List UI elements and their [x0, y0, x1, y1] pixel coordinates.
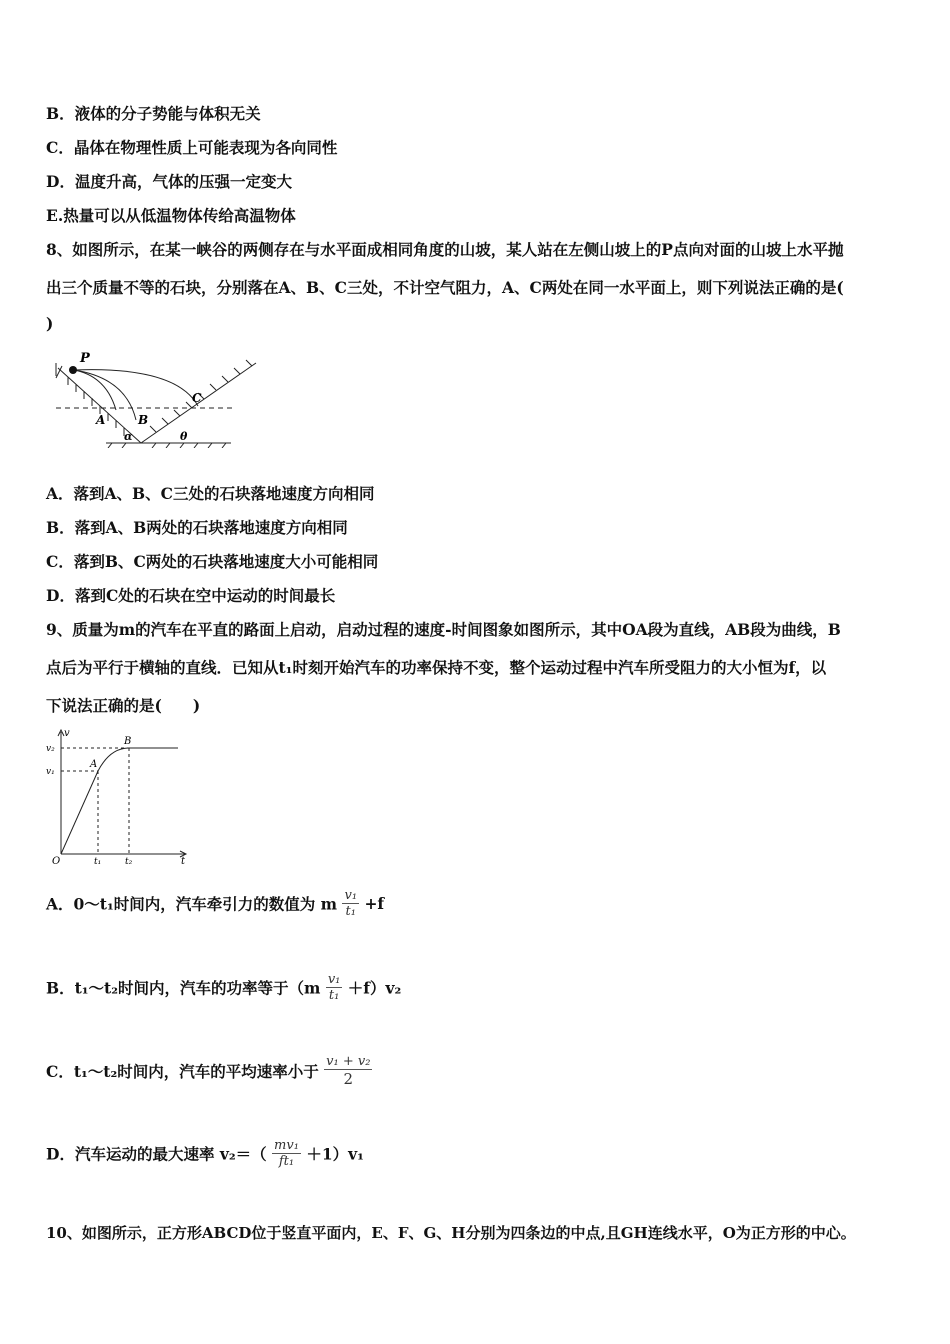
q9-option-d-tail: ＋1）v₁ — [306, 1144, 364, 1164]
q9-option-b — [46, 972, 401, 1003]
q9-option-a-denominator: t₁ — [345, 904, 356, 919]
q9-option-c — [46, 1054, 372, 1088]
q9-tick-t1: t₁ — [94, 857, 102, 867]
q8-option-c: C．落到B、C两处的石块落地速度大小可能相同 — [46, 552, 379, 571]
q9-option-a-text: A．0～t₁时间内，汽车牵引力的数值为 m — [46, 894, 338, 914]
q9-option-d — [46, 1138, 364, 1169]
q8-label-b: B — [138, 413, 149, 427]
q9-stem-line1: 9、质量为m的汽车在平直的路面上启动，启动过程的速度-时间图象如图所示，其中OA段为直线，AB段为曲线，B — [46, 620, 841, 639]
q8-label-c: C — [192, 391, 202, 405]
q7-option-d: D．温度升高，气体的压强一定变大 — [46, 172, 292, 191]
q7-option-b: B．液体的分子势能与体积无关 — [46, 104, 261, 123]
q8-stem-line1: 8、如图所示，在某一峡谷的两侧存在与水平面成相同角度的山坡，某人站在左侧山坡上的P点向对面的山坡上水平抛 — [46, 240, 844, 259]
q8-label-a: A — [96, 413, 106, 427]
q8-person-icon — [69, 366, 77, 374]
q8-option-b: B．落到A、B两处的石块落地速度方向相同 — [46, 518, 348, 537]
q9-option-d-denominator: ft₁ — [278, 1154, 295, 1169]
q9-axis-t: t — [181, 856, 186, 867]
q9-option-a-fraction — [342, 888, 359, 919]
q9-option-d-numerator: mv₁ — [274, 1138, 299, 1153]
q9-option-b-numerator: v₁ — [327, 972, 341, 987]
q8-stem-line3: ) — [46, 314, 54, 333]
q10-stem-line1: 10、如图所示，正方形ABCD位于竖直平面内，E、F、G、H分别为四条边的中点,且GH连线水平，O为正方形的中心。 — [46, 1224, 856, 1242]
q9-option-b-denominator: t₁ — [328, 988, 340, 1003]
q9-option-c-numerator: v₁ + v₂ — [326, 1054, 371, 1069]
q9-axis-v: v — [64, 728, 70, 739]
q9-option-c-denominator: 2 — [343, 1070, 354, 1088]
q9-option-d-fraction — [272, 1138, 301, 1169]
q9-tick-v1: v₁ — [46, 767, 55, 777]
q8-option-a: A．落到A、B、C三处的石块落地速度方向相同 — [46, 484, 375, 503]
q9-option-b-fraction — [326, 972, 343, 1003]
q9-option-a — [46, 888, 384, 919]
q9-vt-graph — [46, 724, 196, 870]
q8-stem-line2: 出三个质量不等的石块，分别落在A、B、C三处，不计空气阻力，A、C两处在同一水平面上，则下列说法正确的是( — [46, 278, 844, 297]
q9-stem-line2: 点后为平行于横轴的直线．已知从t₁时刻开始汽车的功率保持不变，整个运动过程中汽车所受阻力的大小恒为f，以 — [46, 658, 827, 677]
q9-point-a: A — [90, 759, 98, 770]
q9-stem-line3: 下说法正确的是( ) — [46, 696, 201, 715]
q9-tick-v2: v₂ — [46, 744, 55, 754]
q9-option-a-numerator: v₁ — [344, 888, 358, 903]
q8-label-p: P — [80, 351, 90, 366]
q8-canyon-figure — [46, 348, 266, 448]
q9-option-b-text: B．t₁～t₂时间内，汽车的功率等于（m — [46, 978, 321, 998]
q9-origin: O — [52, 856, 61, 867]
q9-point-b: B — [124, 736, 132, 747]
q9-tick-t2: t₂ — [125, 857, 133, 867]
q7-option-e: E.热量可以从低温物体传给高温物体 — [46, 206, 296, 225]
q8-label-theta: θ — [180, 430, 188, 443]
q9-option-c-fraction — [324, 1054, 372, 1088]
q9-option-a-tail: +f — [364, 894, 385, 913]
q8-label-alpha: α — [124, 430, 133, 443]
q8-option-d: D．落到C处的石块在空中运动的时间最长 — [46, 586, 336, 605]
q7-option-c: C．晶体在物理性质上可能表现为各向同性 — [46, 138, 338, 157]
q9-option-b-tail: ＋f）v₂ — [347, 978, 402, 998]
q9-option-d-text: D．汽车运动的最大速率 v₂＝（ — [46, 1144, 267, 1164]
q9-option-c-text: C．t₁～t₂时间内，汽车的平均速率小于 — [46, 1062, 319, 1081]
